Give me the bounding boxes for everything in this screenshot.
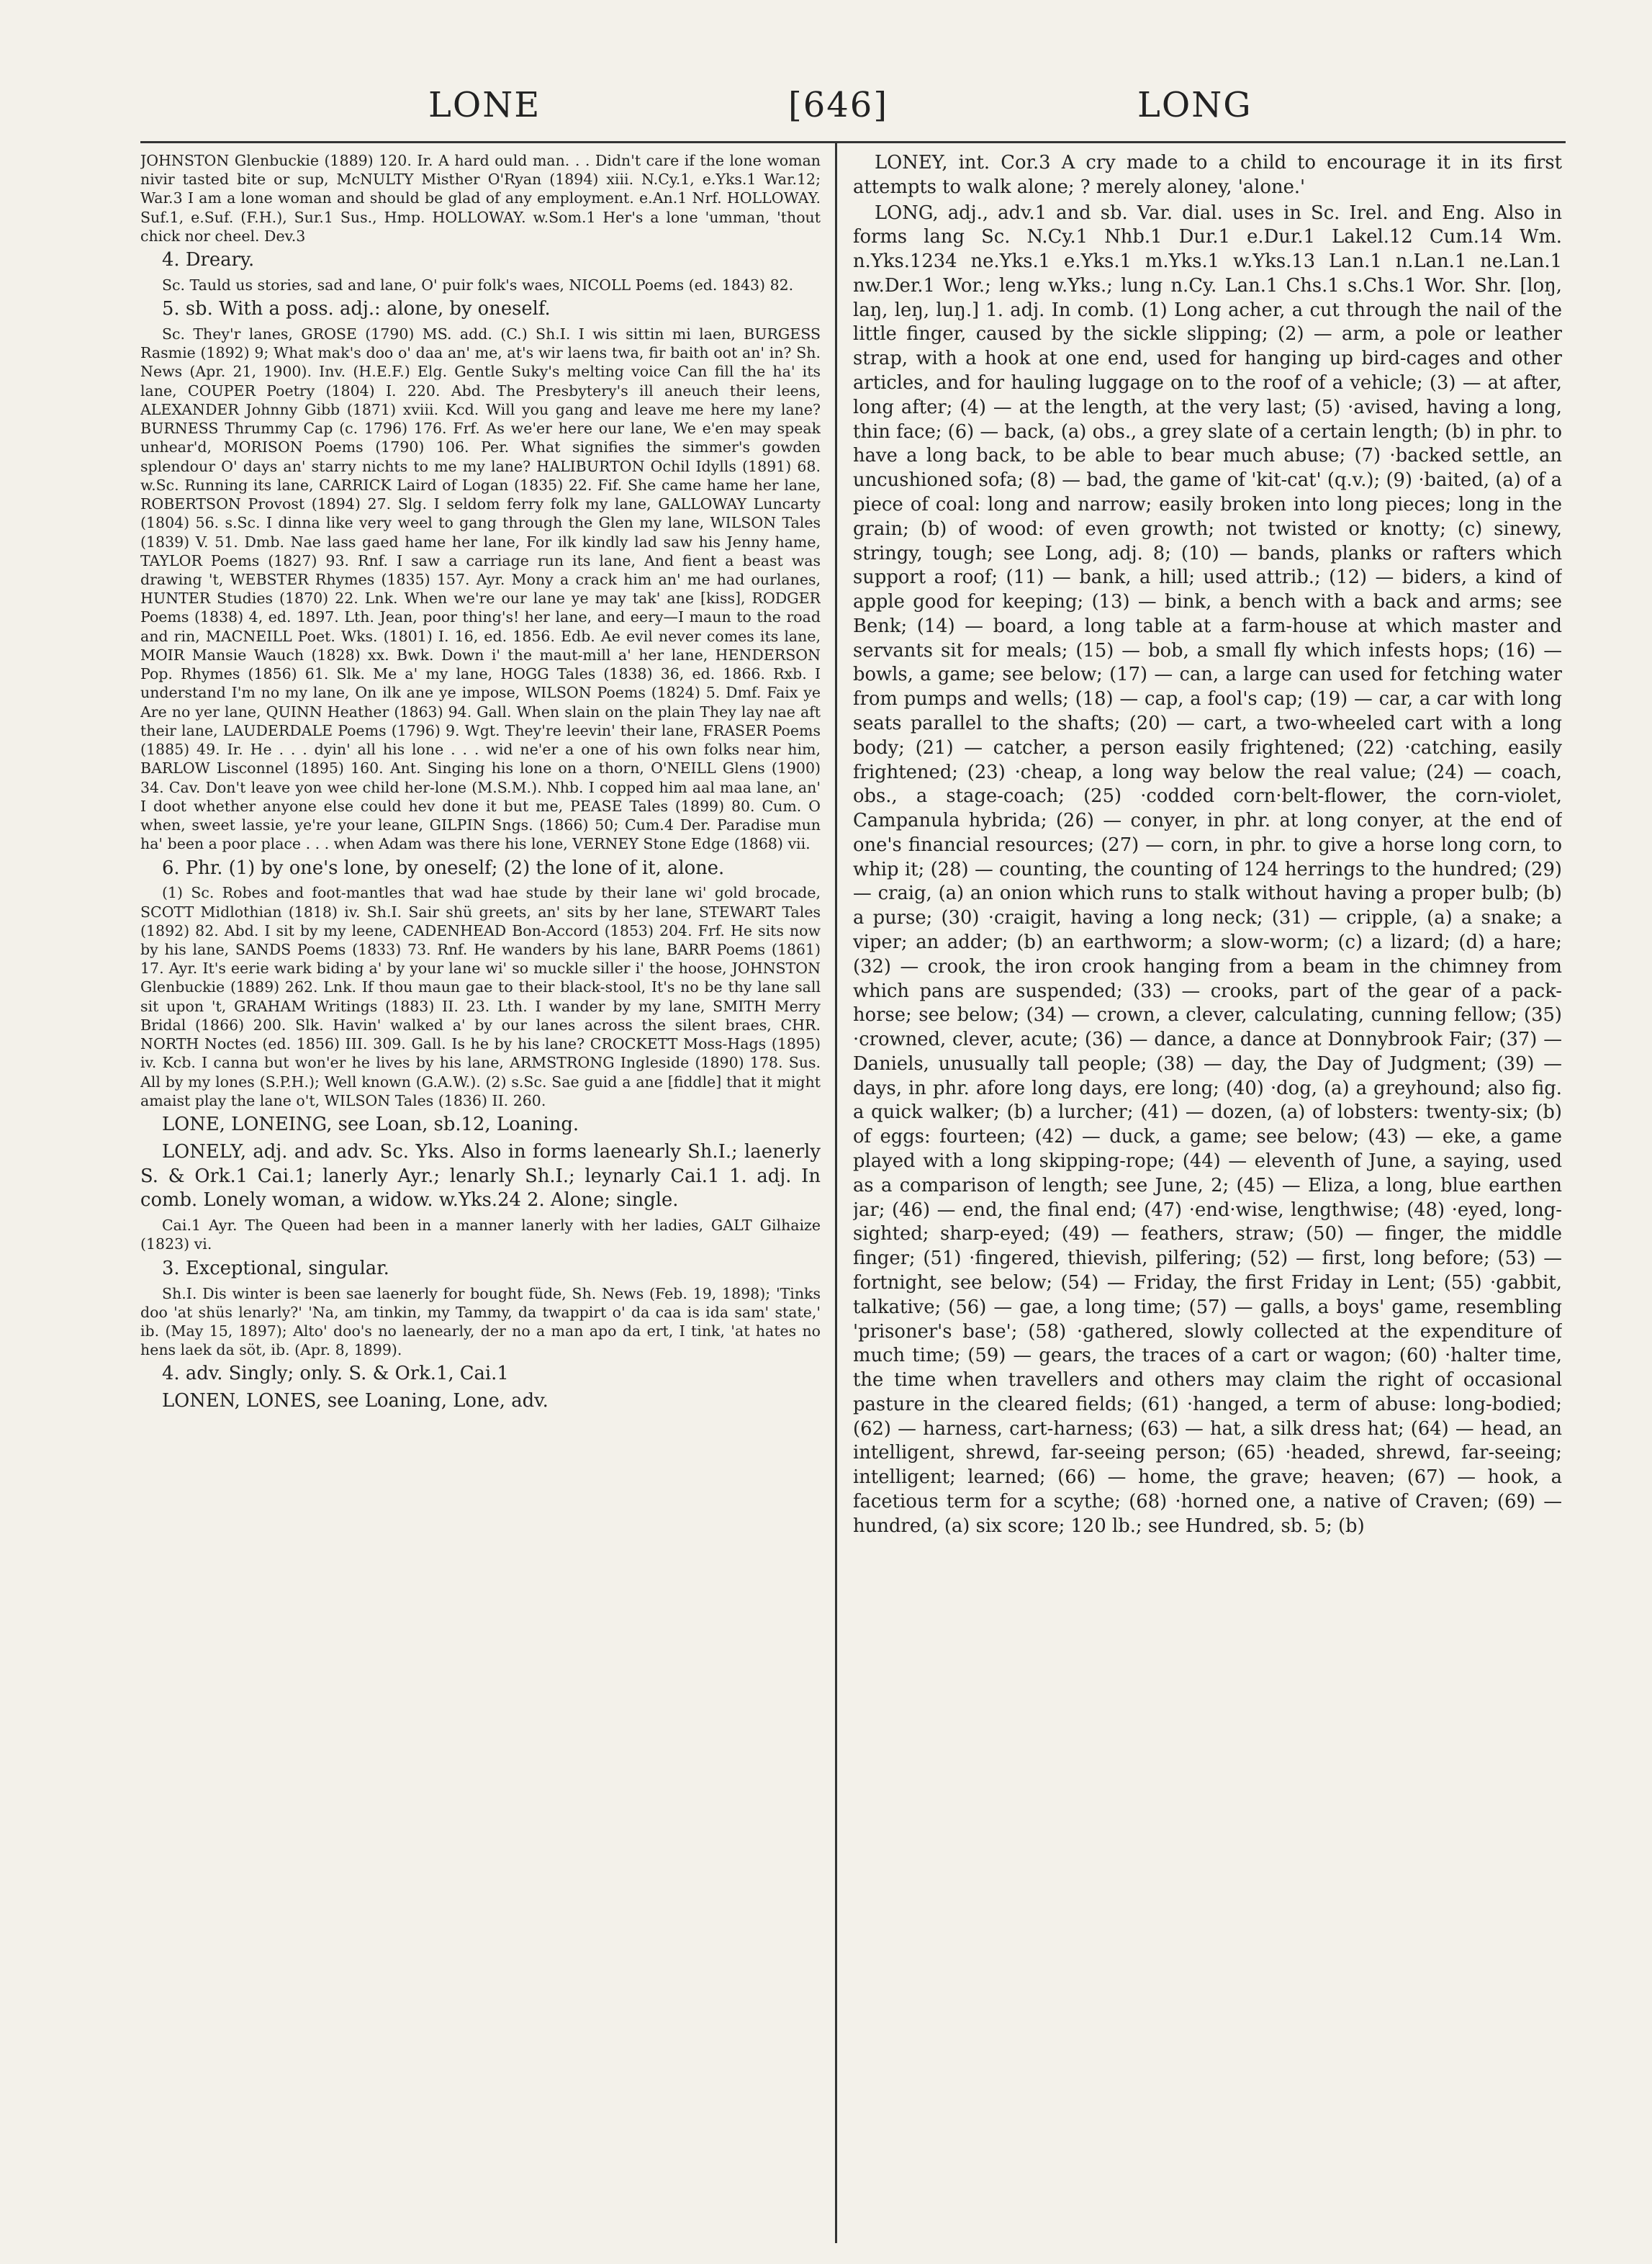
entry-long: LONG, adj., adv.1 and sb. Var. dial. uses in Sc. Irel. and Eng. Also in forms lang Sc. N.Cy.1 Nhb.1 Dur.1 e.Dur.1 Lakel.12 Cum.14 Wm. n.Yks.1234 ne.Yks.1 e.Yks.1 m.Yks.1 w.Yks.13 Lan.1 n.Lan.1 ne.Lan.1 nw.Der.1 Wor.; leng w.Yks.; lung n.Cy. Lan.1 Chs.1 s.Chs.1 Wor. Shr. [loŋ, laŋ, leŋ, luŋ.] 1. adj. In comb. (1) Long acher, a cut through the nail of the little finger, caused by the sickle slipping; (2) — arm, a pole or leather strap, with a hook at one end, used for hanging up bird-cages and other articles, and for hauling luggage on to the roof of a vehicle; (3) — at after, long after; (4) — at the length, at the very last; (5) ·avised, having a long, thin face; (6) — back, (a) obs., a grey slate of a certain length; (b) in phr. to have a long back, to be able to bear much abuse; (7) ·backed settle, an uncushioned sofa; (8) — bad, the game of 'kit-cat' (q.v.); (9) ·baited, (a) of a piece of coal: long and narrow; easily broken into long pieces; long in the grain; (b) of wood: of even growth; not twisted or knotty; (c) sinewy, stringy, tough; see Long, adj. 8; (10) — bands, planks or rafters which support a roof; (11) — bank, a hill; used attrib.; (12) — biders, a kind of apple good for keeping; (13) — bink, a bench with a back and arms; see Benk; (14) — board, a long table at a farm-house at which master and servants sit for meals; (15) — bob, a small fly which infests hops; (16) — bowls, a game; see below; (17) — can, a large can used for fetching water from pumps and wells; (18) — cap, a fool's cap; (19) — car, a car with long seats parallel to the shafts; (20) — cart, a two-wheeled cart with a long body; (21) — catcher, a person easily frightened; (22) ·catching, easily frightened; (23) ·cheap, a long way below the real value; (24) — coach, obs., a stage-coach; (25) ·codded corn·belt-flower, the corn-violet, Campanula hybrida; (26) — conyer, in phr. at long conyer, at the end of one's financial resources; (27) — corn, in phr. to give a horse long corn, to whip it; (28) — counting, the counting of 124 herrings to the hundred; (29) — craig, (a) an onion which runs to stalk without having a proper bulb; (b) a purse; (30) ·craigit, having a long neck; (31) — cripple, (a) a snake; a viper; an adder; (b) an earthworm; a slow-worm; (c) a lizard; (d) a hare; (32) — crook, the iron crook hanging from a beam in the chimney from which pans are suspended; (33) — crooks, part of the gear of a pack-horse; see below; (34) — crown, a clever, calculating, cunning fellow; (35) ·crowned, clever, acute; (36) — dance, a dance at Donnybrook Fair; (37) — Daniels, unusually tall people; (38) — day, the Day of Judgment; (39) — days, in phr. afore long days, ere long; (40) ·dog, (a) a greyhound; also fig. a quick walker; (b) a lurcher; (41) — dozen, (a) of lobsters: twenty-six; (b) of eggs: fourteen; (42) — duck, a game; see below; (43) — eke, a game played with a long skipping-rope; (44) — eleventh of June, a saying, used as a comparison of length; see June, 2; (45) — Eliza, a long, blue earthen jar; (46) — end, the final end; (47) ·end·wise, lengthwise; (48) ·eyed, long-sighted; sharp-eyed; (49) — feathers, straw; (50) — finger, the middle finger; (51) ·fingered, thievish, pilfering; (52) — first, long before; (53) — fortnight, see below; (54) — Friday, the first Friday in Lent; (55) ·gabbit, talkative; (56) — gae, a long time; (57) — galls, a boys' game, resembling 'prisoner's base'; (58) ·gathered, slowly collected at the expenditure of much time; (59) — gears, the traces of a cart or wagon; (60) ·halter time, the time when travellers and others may claim the right of occasional pasture in the cleared fields; (61) ·hanged, a term of abuse: long-bodied; (62) — harness, cart-harness; (63) — hat, a silk dress hat; (64) — head, an intelligent, shrewd, far-seeing person; (65) ·headed, shrewd, far-seeing; intelligent; learned; (66) — home, the grave; heaven; (67) — hook, a facetious term for a scythe; (68) ·horned one, a native of Craven; (69) — hundred, (a) six score; 120 lb.; see Hundred, sb. 5; (b)	[853, 202, 1562, 1537]
page-number: [646]	[788, 85, 889, 125]
sense-heading: 4. Dreary.	[162, 249, 255, 271]
right-column	[853, 151, 1562, 2239]
entry-lonen-lones: LONEN, LONES, see Loaning, Lone, adv.	[162, 1390, 549, 1412]
citation-paragraph: (1) Sc. Robes and foot-mantles that wad hae stude by their lane wi' gold brocade, SCOTT Midlothian (1818) iv. Sh.I. Sair shü greets, an' sits by her lane, STEWART Tales (1892) 82. Abd. I sit by my leene, CADENHEAD Bon-Accord (1853) 204. Frf. He sits now by his lane, SANDS Poems (1833) 73. Rnf. He wanders by his lane, BARR Poems (1861) 17. Ayr. It's eerie wark biding a' by your lane wi' so muckle siller i' the hoose, JOHNSTON Glenbuckie (1889) 262. Lnk. If thou maun gae to their black-stool, It's no be thy lane sall sit upon 't, GRAHAM Writings (1883) II. 23. Lth. I wander by my lane, SMITH Merry Bridal (1866) 200. Slk. Havin' walked a' by our lanes across the silent braes, CHR. NORTH Noctes (ed. 1856) III. 309. Gall. Is he by his lane? CROCKETT Moss-Hags (1895) iv. Kcb. I canna but won'er he lives by his lane, ARMSTRONG Ingleside (1890) 178. Sus. All by my lones (S.P.H.); Well known (G.A.W.). (2) s.Sc. Sae guid a ane [fiddle] that it might amaist play the lane o't, WILSON Tales (1836) II. 260.	[140, 884, 821, 1109]
citation-paragraph: Cai.1 Ayr. The Queen had been in a manner lanerly with her ladies, GALT Gilhaize (1823) vi.	[140, 1217, 821, 1253]
entry-loney: LONEY, int. Cor.3 A cry made to a child to encourage it in its first attempts to walk alone; ? merely aloney, 'alone.'	[853, 152, 1562, 198]
entry-lone-loneing: LONE, LONEING, see Loan, sb.12, Loaning.	[162, 1114, 579, 1136]
header-rule	[140, 141, 1566, 143]
citation-paragraph: Sc. Tauld us stories, sad and lane, O' puir folk's waes, NICOLL Poems (ed. 1843) 82.	[162, 276, 794, 294]
citation-paragraph: Sh.I. Dis winter is been sae laenerly for bought füde, Sh. News (Feb. 19, 1898); 'Tinks doo 'at shüs lenarly?' 'Na, am tinkin, my Tammy, da twappirt o' da caa is ida sam' state,' ib. (May 15, 1897); Alto' doo's no laenearly, der no a man apo da ert, I tink, 'at hates no hens laek da söt, ib. (Apr. 8, 1899).	[140, 1284, 821, 1359]
entry-lonely: LONELY, adj. and adv. Sc. Yks. Also in forms laenearly Sh.I.; laenerly S. & Ork.1 Cai.1; lanerly Ayr.; lenarly Sh.I.; leynarly Cai.1 1. adj. In comb. Lonely woman, a widow. w.Yks.24 2. Alone; single.	[140, 1140, 821, 1212]
sense-heading: 5. sb. With a poss. adj.: alone, by oneself.	[162, 298, 551, 320]
left-column	[140, 151, 821, 2239]
left-headword: LONE	[428, 85, 541, 125]
citation-paragraph: Sc. They'r lanes, GROSE (1790) MS. add. (C.) Sh.I. I wis sittin mi laen, BURGESS Rasmie (1892) 9; What mak's doo o' daa an' me, at's wir laens twa, fir baith oot an' in? Sh. News (Apr. 21, 1900). Inv. (H.E.F.) Elg. Gentle Suky's melting voice Can fill the ha' its lane, COUPER Poetry (1804) I. 220. Abd. The Presbytery's ill aneuch their leens, ALEXANDER Johnny Gibb (1871) xviii. Kcd. Will you gang and leave me here my lane? BURNESS Thrummy Cap (c. 1796) 176. Frf. As we'er here our lane, We e'en may speak unhear'd, MORISON Poems (1790) 106. Per. What signifies the simmer's gowden splendour O' days an' starry nichts to me my lane? HALIBURTON Ochil Idylls (1891) 68. w.Sc. Running its lane, CARRICK Laird of Logan (1835) 22. Fif. She came hame her lane, ROBERTSON Provost (1894) 27. Slg. I seldom ferry folk my lane, GALLOWAY Luncarty (1804) 56. s.Sc. I dinna like very weel to gang through the Glen my lane, WILSON Tales (1839) V. 51. Dmb. Nae lass gaed hame her lane, For ilk kindly lad saw his Jenny hame, TAYLOR Poems (1827) 93. Rnf. I saw a carriage run its lane, And fient a beast was drawing 't, WEBSTER Rhymes (1835) 157. Ayr. Mony a crack him an' me had ourlanes, HUNTER Studies (1870) 22. Lnk. When we're our lane ye may tak' ane [kiss], RODGER Poems (1838) 4, ed. 1897. Lth. Jean, poor thing's! her lane, and eery—I maun to the road and rin, MACNEILL Poet. Wks. (1801) I. 16, ed. 1856. Edb. Ae evil never comes its lane, MOIR Mansie Wauch (1828) xx. Bwk. Down i' the maut-mill a' her lane, HENDERSON Pop. Rhymes (1856) 61. Slk. Me a' my lane, HOGG Tales (1838) 36, ed. 1866. Rxb. I understand I'm no my lane, On ilk ane ye impose, WILSON Poems (1824) 5. Dmf. Faix ye Are no yer lane, QUINN Heather (1863) 94. Gall. When slain on the plain They lay nae aft their lane, LAUDERDALE Poems (1796) 9. Wgt. They're leevin' their lane, FRASER Poems (1885) 49. Ir. He . . . dyin' all his lone . . . wid ne'er a one of his own folks near him, BARLOW Lisconnel (1895) 160. Ant. Singing his lone on a thorn, O'NEILL Glens (1900) 34. Cav. Don't leave yon wee child her-lone (M.S.M.). Nhb. I copped him aal maa lane, an' I doot whether anyone else could hev done it but me, PEASE Tales (1899) 80. Cum. O when, sweet lassie, ye're your leane, GILPIN Sngs. (1866) 50; Cum.4 Der. Paradise mun ha' been a poor place . . . when Adam was there his lone, VERNEY Stone Edge (1868) vii.	[140, 325, 821, 853]
sense-heading: 4. adv. Singly; only. S. & Ork.1, Cai.1	[162, 1363, 509, 1385]
column-divider	[835, 141, 837, 2243]
citation-paragraph: JOHNSTON Glenbuckie (1889) 120. Ir. A hard ould man. . . Didn't care if the lone woman nivir tasted bite or sup, McNULTY Misther O'Ryan (1894) xiii. N.Cy.1, e.Yks.1 War.12; War.3 I am a lone woman and should be glad of any employment. e.An.1 Nrf. HOLLOWAY. Suf.1, e.Suf. (F.H.), Sur.1 Sus., Hmp. HOLLOWAY. w.Som.1 Her's a lone 'umman, 'thout chick nor cheel. Dev.3	[140, 152, 821, 245]
sense-heading: 3. Exceptional, singular.	[162, 1257, 389, 1279]
sense-heading: 6. Phr. (1) by one's lone, by oneself; (2) the lone of it, alone.	[162, 857, 725, 879]
right-headword: LONG	[1137, 85, 1252, 125]
running-head	[140, 85, 1573, 135]
